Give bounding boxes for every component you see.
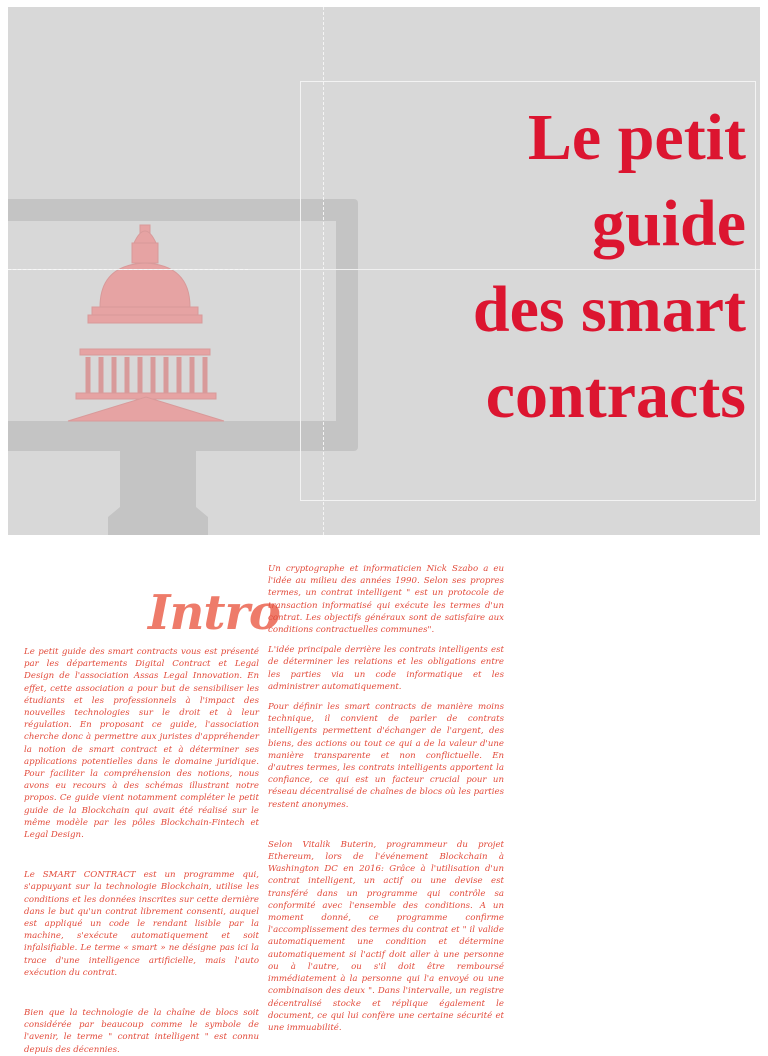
intro-paragraph: Pour définir les smart contracts de manière moins technique, il convient de parler de contrats intelligents permettent d'échanger de l'argent, des biens, des actions ou tout ce qui a de la valeur d'une manière transparente et non conflictuelle. En d'autres termes, les contrats intelligents apportent la confiance, ce qui est un facteur crucial pour un réseau décentralisé de chaînes de blocs où les parties restent anonymes.: [268, 702, 504, 810]
title-line: des smart: [472, 273, 746, 346]
intro-heading: Intro: [148, 585, 280, 641]
intro-paragraph: Le SMART CONTRACT est un programme qui, s'appuyant sur la technologie Blockchain, utilise les conditions et les données inscrites sur cette dernière dans le but qu'un contrat librement consenti, auquel est appliqué un code le rendant lisible par la machine, s'exécute automatiquement et soit infalsifiable. Le terme « smart » ne désigne pas ici la trace d'une intelligence artificielle, mais l'auto exécution du contrat.: [24, 870, 259, 978]
intro-paragraph: Un cryptographe et informaticien Nick Szabo a eu l'idée au milieu des années 1990. Selon ses propres termes, un contrat intelligent " est un protocole de transaction informatisé qui exécute les termes d'un contrat. Les objectifs généraux sont de satisfaire aux conditions contractuelles communes".: [268, 564, 504, 636]
intro-paragraph: Le petit guide des smart contracts vous est présenté par les départements Digital Contract et Legal Design de l'association Assas Legal Innovation. En effet, cette association a pour but de sensibiliser les étudiants et les professionnels à l'impact des nouvelles technologies sur le droit et à leur régulation. En proposant ce guide, l'association cherche donc à permettre aux juristes d'appréhender la notion de smart contract et à déterminer ses applications potentielles dans le domaine juridique. Pour faciliter la compréhension des notions, nous avons eu recours à des schémas illustrant notre propos. Ce guide vient notamment compléter le petit guide de la Blockchain qui avait été réalisé sur le même modèle par les pôles Blockchain-Fintech et Legal Design.: [24, 647, 259, 841]
title-line: Le petit: [527, 101, 746, 174]
intro-paragraph: L'idée principale derrière les contrats intelligents est de déterminer les relations et les obligations entre les parties via un code informatique et les administrer automatiquement.: [268, 645, 504, 692]
guide-line-dashed: [8, 269, 248, 270]
intro-right-column: [268, 563, 504, 1034]
cover-title: [473, 95, 746, 439]
intro-paragraph: Bien que la technologie de la chaîne de blocs soit considérée par beaucoup comme le symbole de l'avenir, le terme " contrat intelligent " est connu depuis des décennies.: [24, 1008, 259, 1055]
intro-paragraph: Selon Vitalik Buterin, programmeur du projet Ethereum, lors de l'événement Blockchain à Washington DC en 2016: Grâce à l'utilisation d'un contrat intelligent, un actif ou une devise est transféré dans un programme qui contrôle sa conformité avec l'ensemble des conditions. A un moment donné, ce programme confirme l'accomplissement des termes du contrat et " il valide automatiquement une condition et détermine automatiquement si l'actif doit aller à une personne ou à l'autre, ou s'il doit être remboursé immédiatement à la personne qui l'a envoyé ou une combinaison des deux ". Dans l'intervalle, un registre décentralisé stocke et réplique également le document, ce qui lui confère une certaine sécurité et une immuabilité.: [268, 839, 504, 1033]
cover-section: [8, 7, 760, 535]
intro-left-column: [24, 646, 259, 1056]
title-line: guide: [591, 187, 746, 260]
title-line: contracts: [485, 359, 746, 432]
